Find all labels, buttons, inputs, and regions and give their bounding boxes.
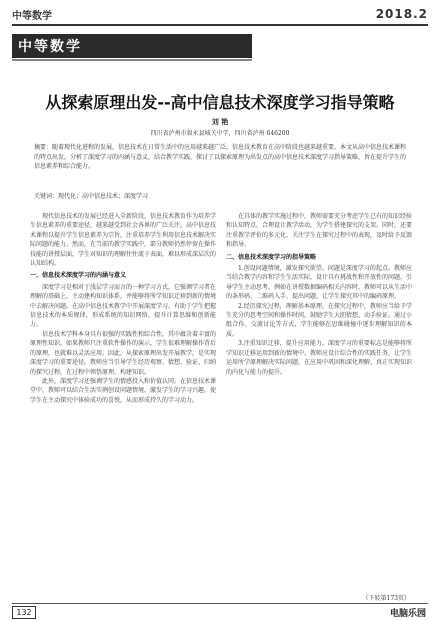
body-paragraph: 深度学习是相对于浅层学习而言的一种学习方式，它强调学习者在理解的基础上，主动建构知识体系，并能够将所学知识迁移到新的情境中去解决问题。在高中信息技术教学中开展深度学习，有助于学生把握信息技术的本质规律，形成系统的知识网络，提升计算思维和创新能力。 xyxy=(30,283,216,329)
body-paragraph: 2.经历探究过程，理解基本原理。在探究过程中，教师应当给予学生充分的思考空间和操作时间，鼓励学生大胆猜想、动手验证。通过小组合作、交流讨论等方式，学生能够在思维碰撞中逐步理解知识的本质。 xyxy=(226,302,412,338)
section-heading: 一、信息技术深度学习的内涵与意义 xyxy=(30,272,127,280)
footer-brand: 电脑乐园 xyxy=(389,609,426,619)
section-banner xyxy=(12,34,252,58)
body-paragraph: 此外，深度学习还强调学生的情感投入和价值认同。在信息技术课堂中，教师可以结合生活实例创设问题情境，激发学生的学习兴趣，使学生在主动探究中体验成功的喜悦，从而形成持久的学习动力。 xyxy=(30,377,216,404)
body-column-left xyxy=(30,212,216,602)
page-number: 132 xyxy=(12,606,36,619)
article-abstract: 摘要：随着现代化进程的发展，信息技术在日常生活中的应用越来越广泛，信息技术教育在高中阶段也越来越重要。本文从高中信息技术课程的特点出发，分析了深度学习的内涵与意义，结合教学实践，探讨了以探索原理为出发点的高中信息技术深度学习指导策略，旨在提升学生的信息素养和综合能力。 xyxy=(34,144,407,170)
section-heading: 二、信息技术深度学习的指导策略 xyxy=(226,253,317,261)
article-keywords: 关键词：现代化；高中信息技术；深度学习 xyxy=(34,193,149,200)
journal-name: 中等数学 xyxy=(12,10,52,22)
body-column-right xyxy=(226,212,412,602)
article-title: 从探索原理出发--高中信息技术深度学习指导策略 xyxy=(45,93,395,112)
continued-note: （下转第173页） xyxy=(362,595,410,602)
running-header xyxy=(12,6,428,22)
banner-underline xyxy=(12,59,252,61)
body-paragraph: 在具体的教学实施过程中，教师需要充分考虑学生已有的知识经验和认知特点，合理设计教学活动，为学生搭建探究的支架。同时，还要注重教学评价的多元化，关注学生在探究过程中的表现，及时给予反馈和指导。 xyxy=(226,213,412,249)
footer-divider xyxy=(12,603,428,604)
body-paragraph: 现代信息技术的发展已经进入全新阶段，信息技术教育作为培养学生信息素养的重要途径，越来越受到社会各界的广泛关注。高中信息技术课程以提升学生信息素养为宗旨，注重培养学生利用信息技术解决实际问题的能力。然而，在当前的教学实践中，部分教师仍然停留在操作技能的讲授层面，学生对知识的理解往往流于表面，难以形成深层次的认知结构。 xyxy=(30,213,216,268)
banner-label: 中等数学 xyxy=(18,39,82,55)
issue-number: 2018.2 xyxy=(375,7,428,21)
body-paragraph: 1.创设问题情境，激发探究欲望。问题是深度学习的起点。教师应当结合教学内容和学生生活实际，设计具有挑战性和开放性的问题，引导学生主动思考。例如在讲授数据编码相关内容时，教师可以从生活中的条形码、二维码入手，提出问题，让学生探究其中的编码原理。 xyxy=(226,265,412,301)
header-divider xyxy=(12,24,428,26)
article-author: 刘 艳 xyxy=(211,117,229,126)
body-paragraph: 信息技术学科本身具有很强的实践性和综合性，其中蕴含着丰富的原理性知识。如果教师只注重软件操作的演示，学生很难理解操作背后的原理，也就难以灵活应用。因此，从探索原理出发开展教学，是实现深度学习的重要途径。教师应当引导学生经历观察、猜想、验证、归纳的探究过程，在过程中领悟原理，构建知识。 xyxy=(30,330,216,376)
body-paragraph: 3.注重知识迁移，提升应用能力。深度学习的重要标志是能够将所学知识迁移运用到新的情境中。教师应设计综合性的实践任务，让学生运用所学原理解决实际问题，在应用中巩固和深化理解，真正实现知识的内化与能力的提升。 xyxy=(226,340,412,376)
author-affiliation: 四川省泸州市叙永县城关中学，四川省泸州 646200 xyxy=(150,130,290,137)
